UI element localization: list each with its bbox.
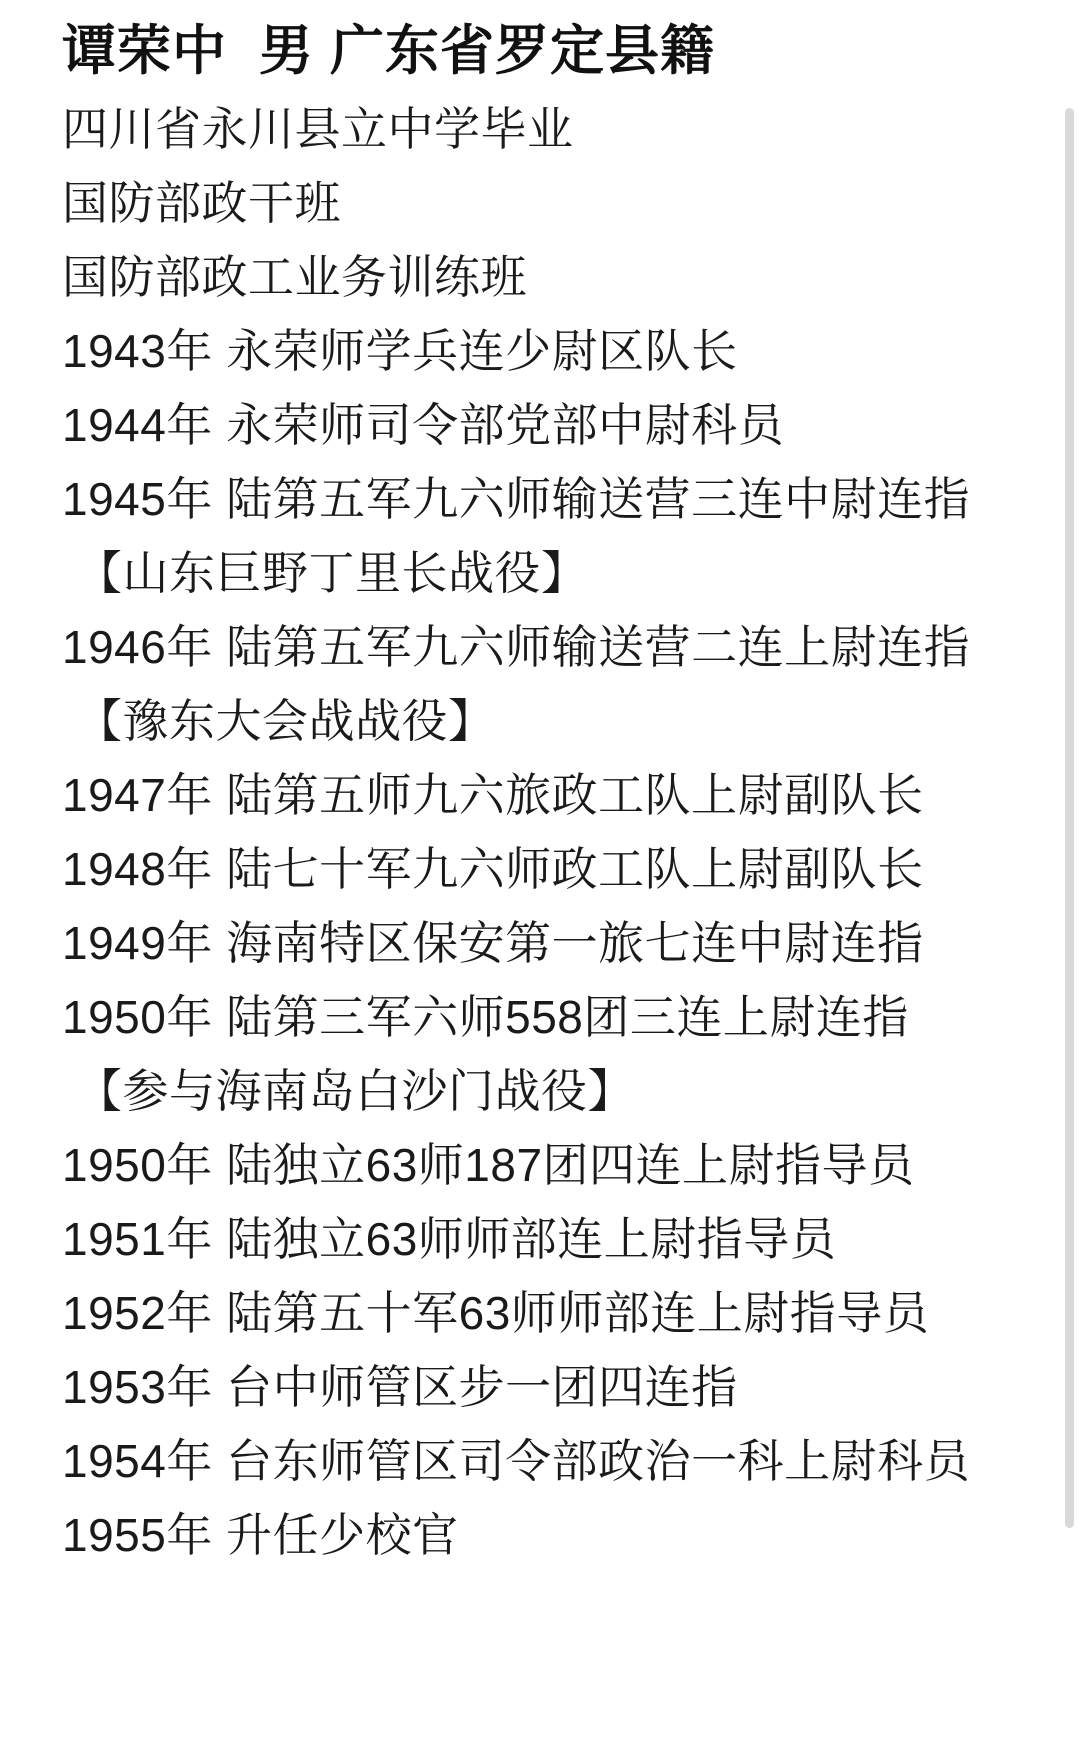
page-title: 谭荣中 男 广东省罗定县籍 — [62, 21, 716, 81]
list-item: 1953年 台中师管区步一团四连指 — [62, 1360, 738, 1413]
list-item: 1946年 陆第五军九六师输送营二连上尉连指 — [62, 620, 971, 673]
biography-line-list — [62, 92, 1010, 1572]
list-item: 1945年 陆第五军九六师输送营三连中尉连指 — [62, 472, 971, 525]
list-item: 1951年 陆独立63师师部连上尉指导员 — [62, 1212, 837, 1265]
list-item: 1950年 陆独立63师187团四连上尉指导员 — [62, 1138, 915, 1191]
list-item: 1955年 升任少校官 — [62, 1508, 459, 1561]
list-item: 【参与海南岛白沙门战役】 — [76, 1064, 634, 1117]
list-item: 【山东巨野丁里长战役】 — [76, 546, 588, 599]
list-item: 【豫东大会战战役】 — [76, 694, 495, 747]
list-item: 1950年 陆第三军六师558团三连上尉连指 — [62, 990, 909, 1043]
list-item: 1949年 海南特区保安第一旅七连中尉连指 — [62, 916, 924, 969]
scrollbar-thumb[interactable] — [1065, 108, 1074, 1528]
list-item: 四川省永川县立中学毕业 — [62, 102, 574, 155]
list-item: 1944年 永荣师司令部党部中尉科员 — [62, 398, 785, 451]
list-item: 1948年 陆七十军九六师政工队上尉副队长 — [62, 842, 924, 895]
list-item: 1952年 陆第五十军63师师部连上尉指导员 — [62, 1286, 930, 1339]
list-item: 1947年 陆第五师九六旅政工队上尉副队长 — [62, 768, 924, 821]
list-item: 国防部政干班 — [62, 176, 341, 229]
list-item: 国防部政工业务训练班 — [62, 250, 527, 303]
list-item: 1943年 永荣师学兵连少尉区队长 — [62, 324, 738, 377]
list-item: 1954年 台东师管区司令部政治一科上尉科员 — [62, 1434, 971, 1487]
